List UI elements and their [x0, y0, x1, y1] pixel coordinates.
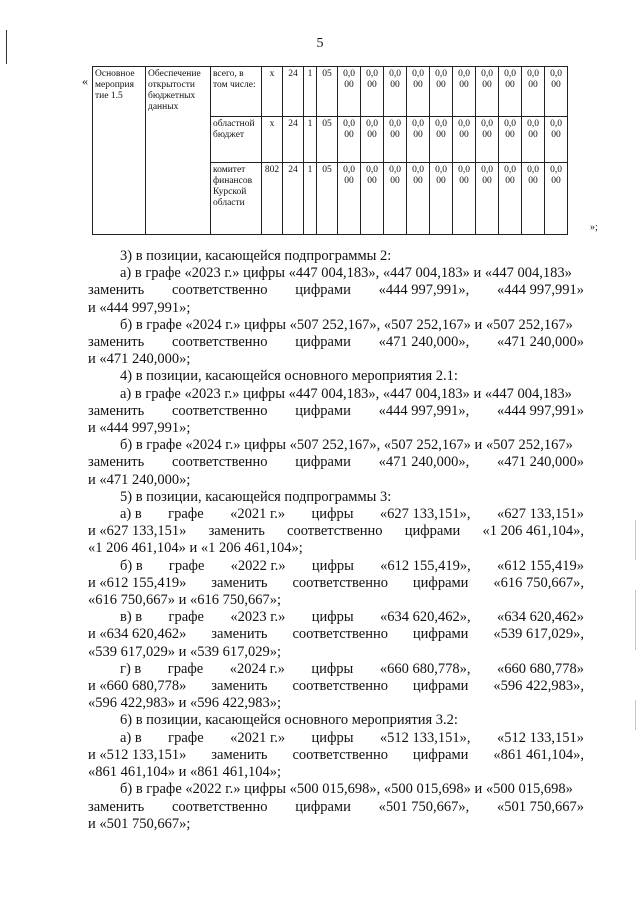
word: и «512 133,151» — [88, 746, 187, 763]
word: «444 997,991», — [378, 282, 470, 299]
word: б) в — [120, 557, 143, 574]
word: заменить — [88, 334, 145, 351]
word: «660 680,778», — [379, 660, 471, 677]
word: цифрами — [295, 334, 351, 351]
table-cell: 0,0 00 — [476, 67, 499, 117]
word: соответственно — [292, 746, 388, 763]
text-line-justified — [88, 747, 584, 764]
table-cell: всего, в том числе: — [211, 67, 262, 117]
table-cell: х — [262, 67, 283, 117]
table-cell: 24 — [283, 67, 304, 117]
word: цифры — [311, 557, 354, 574]
word: цифрами — [295, 402, 351, 419]
word: «2023 г.» — [230, 609, 286, 626]
word: цифрами — [412, 574, 469, 591]
text-line: «539 617,029» и «539 617,029»; — [88, 643, 282, 660]
word: «471 240,000» — [496, 334, 584, 351]
word: «1 206 461,104», — [482, 523, 584, 540]
word: заменить — [211, 746, 268, 763]
word: «627 133,151», — [379, 506, 471, 523]
text-line-justified — [88, 523, 584, 540]
text-line-justified — [88, 575, 584, 592]
table-cell: 0,0 00 — [407, 117, 430, 163]
table-row — [93, 67, 568, 117]
text-line-justified — [88, 678, 584, 695]
scan-edge-mark — [635, 700, 636, 730]
word: «660 680,778» — [496, 660, 584, 677]
word: «596 422,983», — [493, 678, 584, 695]
table-cell: х — [262, 117, 283, 163]
table-cell: 0,0 00 — [522, 163, 545, 235]
text-line: а) в графе «2023 г.» цифры «447 004,183», «447 004,183» и «447 004,183» — [120, 385, 572, 402]
word: цифрами — [412, 678, 469, 695]
word: «501 750,667» — [496, 798, 584, 815]
table-cell: 05 — [317, 67, 338, 117]
text-line: и «444 997,991»; — [88, 420, 191, 437]
word: графе — [168, 557, 205, 574]
scan-edge-mark — [635, 520, 636, 560]
text-line: 6) в позиции, касающейся основного мероприятия 3.2: — [120, 712, 458, 729]
text-line: б) в графе «2024 г.» цифры «507 252,167», «507 252,167» и «507 252,167» — [120, 437, 573, 454]
table-cell: 802 — [262, 163, 283, 235]
table-cell: 05 — [317, 163, 338, 235]
word: в) в — [120, 609, 143, 626]
word: «512 133,151», — [379, 729, 471, 746]
word: заменить — [88, 798, 145, 815]
table-cell: 0,0 00 — [338, 163, 361, 235]
word: цифрами — [295, 282, 351, 299]
table-cell: Обеспечение открытости бюджетных данных — [146, 67, 211, 235]
text-line: а) в графе «2023 г.» цифры «447 004,183», «447 004,183» и «447 004,183» — [120, 265, 572, 282]
text-line: и «501 750,667»; — [88, 815, 191, 832]
word: г) в — [120, 660, 142, 677]
word: соответственно — [172, 334, 268, 351]
table-cell: 0,0 00 — [453, 67, 476, 117]
word: «512 133,151» — [496, 729, 584, 746]
text-line-justified — [88, 626, 584, 643]
word: соответственно — [292, 678, 388, 695]
word: цифры — [311, 729, 354, 746]
text-line-justified — [88, 661, 584, 678]
text-line-justified — [88, 454, 584, 471]
word: цифры — [311, 609, 354, 626]
word: «627 133,151» — [496, 506, 584, 523]
word: и «634 620,462» — [88, 626, 187, 643]
word: соответственно — [292, 574, 388, 591]
word: «539 617,029», — [493, 626, 584, 643]
table-cell: 0,0 00 — [384, 67, 407, 117]
word: соответственно — [172, 402, 268, 419]
word: заменить — [208, 523, 265, 540]
word: цифрами — [412, 746, 469, 763]
document-body — [88, 248, 584, 833]
word: заменить — [211, 626, 268, 643]
text-line: и «444 997,991»; — [88, 299, 191, 316]
table-cell: 0,0 00 — [384, 163, 407, 235]
word: «2021 г.» — [230, 729, 286, 746]
table-cell: 0,0 00 — [499, 67, 522, 117]
word: заменить — [88, 454, 145, 471]
word: цифрами — [295, 454, 351, 471]
word: «444 997,991» — [496, 282, 584, 299]
text-line: «596 422,983» и «596 422,983»; — [88, 695, 282, 712]
text-line: 4) в позиции, касающейся основного мероприятия 2.1: — [120, 368, 458, 385]
word: «612 155,419», — [380, 557, 471, 574]
text-line-justified — [88, 799, 584, 816]
word: цифрами — [404, 523, 461, 540]
text-line: 5) в позиции, касающейся подпрограммы 3: — [120, 488, 392, 505]
word: заменить — [88, 282, 145, 299]
table-cell: 1 — [304, 117, 317, 163]
word: «444 997,991», — [378, 402, 470, 419]
text-line: «861 461,104» и «861 461,104»; — [88, 764, 282, 781]
word: цифры — [311, 660, 354, 677]
word: «2021 г.» — [230, 506, 286, 523]
table-cell: 0,0 00 — [545, 67, 568, 117]
table-cell: 24 — [283, 117, 304, 163]
word: графе — [168, 506, 204, 523]
text-line-justified — [88, 403, 584, 420]
text-line: и «471 240,000»; — [88, 471, 191, 488]
table-open-quote: « — [82, 74, 88, 88]
text-line: б) в графе «2022 г.» цифры «500 015,698», «500 015,698» и «500 015,698» — [120, 781, 573, 798]
word: соответственно — [292, 626, 388, 643]
word: соответственно — [172, 454, 268, 471]
word: и «660 680,778» — [88, 678, 187, 695]
table-cell: комитет финансов Курской области — [211, 163, 262, 235]
text-line-justified — [88, 609, 584, 626]
text-line: «1 206 461,104» и «1 206 461,104»; — [88, 540, 303, 557]
table-cell: 0,0 00 — [545, 117, 568, 163]
word: а) в — [120, 729, 142, 746]
table-cell: 24 — [283, 163, 304, 235]
table-cell: 0,0 00 — [361, 67, 384, 117]
word: «501 750,667», — [378, 798, 470, 815]
table-cell: 05 — [317, 117, 338, 163]
word: графе — [168, 729, 204, 746]
table-cell: 0,0 00 — [522, 117, 545, 163]
word: «2022 г.» — [230, 557, 286, 574]
table-cell: 0,0 00 — [453, 163, 476, 235]
word: «616 750,667», — [493, 574, 584, 591]
word: соответственно — [172, 798, 268, 815]
word: «471 240,000», — [378, 454, 470, 471]
word: заменить — [211, 678, 268, 695]
word: «471 240,000», — [378, 334, 470, 351]
table-cell: 0,0 00 — [476, 117, 499, 163]
table-cell: 1 — [304, 67, 317, 117]
table-cell: 0,0 00 — [545, 163, 568, 235]
word: соответственно — [287, 523, 383, 540]
word: цифры — [311, 506, 354, 523]
word: графе — [167, 660, 204, 677]
table-cell: 0,0 00 — [361, 117, 384, 163]
word: цифрами — [412, 626, 469, 643]
budget-table-fragment — [92, 66, 568, 235]
text-line-justified — [88, 334, 584, 351]
word: а) в — [120, 506, 142, 523]
table-cell: 0,0 00 — [430, 117, 453, 163]
word: соответственно — [172, 282, 268, 299]
word: «861 461,104», — [493, 746, 584, 763]
text-line: и «471 240,000»; — [88, 351, 191, 368]
word: цифрами — [295, 798, 351, 815]
table-cell: 0,0 00 — [522, 67, 545, 117]
word: «634 620,462», — [379, 609, 471, 626]
text-line-justified — [88, 558, 584, 575]
word: заменить — [211, 574, 268, 591]
word: заменить — [88, 402, 145, 419]
table-cell: 0,0 00 — [361, 163, 384, 235]
table-cell: 1 — [304, 163, 317, 235]
table-cell: 0,0 00 — [384, 117, 407, 163]
table-cell: 0,0 00 — [430, 163, 453, 235]
word: «634 620,462» — [496, 609, 584, 626]
word: графе — [168, 609, 204, 626]
text-line: 3) в позиции, касающейся подпрограммы 2: — [120, 248, 392, 264]
table-cell: Основное мероприя тие 1.5 — [93, 67, 146, 235]
table-cell: областной бюджет — [211, 117, 262, 163]
table-cell: 0,0 00 — [499, 163, 522, 235]
word: «2024 г.» — [229, 660, 285, 677]
table-cell: 0,0 00 — [499, 117, 522, 163]
table-cell: 0,0 00 — [453, 117, 476, 163]
text-line: б) в графе «2024 г.» цифры «507 252,167», «507 252,167» и «507 252,167» — [120, 316, 573, 333]
text-line: «616 750,667» и «616 750,667»; — [88, 592, 282, 609]
text-line-justified — [88, 282, 584, 299]
table-cell: 0,0 00 — [338, 67, 361, 117]
table-cell: 0,0 00 — [338, 117, 361, 163]
scan-edge-mark — [635, 590, 636, 650]
text-line-justified — [88, 506, 584, 523]
table-cell: 0,0 00 — [476, 163, 499, 235]
text-line-justified — [88, 730, 584, 747]
word: и «612 155,419» — [88, 574, 187, 591]
table-close-quote: »; — [590, 222, 598, 233]
table-cell: 0,0 00 — [430, 67, 453, 117]
table-cell: 0,0 00 — [407, 67, 430, 117]
table-cell: 0,0 00 — [407, 163, 430, 235]
word: «612 155,419» — [496, 557, 584, 574]
word: «471 240,000» — [496, 454, 584, 471]
page-number: 5 — [316, 36, 324, 51]
word: и «627 133,151» — [88, 523, 187, 540]
word: «444 997,991» — [496, 402, 584, 419]
